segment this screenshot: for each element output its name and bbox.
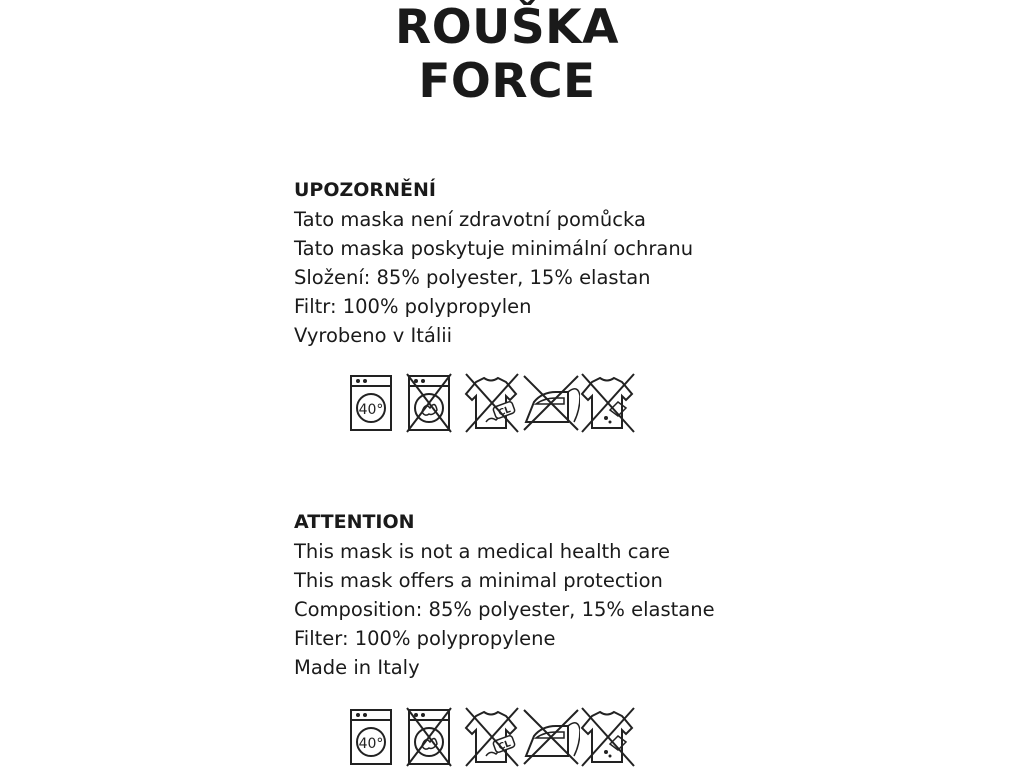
english-line: Made in Italy bbox=[294, 656, 420, 679]
english-heading: ATTENTION bbox=[294, 511, 415, 533]
do-not-bleach-icon bbox=[464, 370, 522, 434]
czech-line: Složení: 85% polyester, 15% elastan bbox=[294, 266, 651, 289]
do-not-dry-clean-icon bbox=[580, 704, 638, 768]
czech-notice bbox=[294, 176, 693, 350]
czech-line: Filtr: 100% polypropylen bbox=[294, 295, 532, 318]
do-not-tumble-dry-icon bbox=[406, 370, 464, 434]
care-symbols-row bbox=[348, 370, 638, 434]
product-title-line-2: FORCE bbox=[418, 54, 596, 109]
svg-text:40°: 40° bbox=[358, 402, 384, 418]
machine-wash-40-icon bbox=[348, 370, 406, 434]
czech-line: Vyrobeno v Itálii bbox=[294, 324, 453, 347]
do-not-tumble-dry-icon bbox=[406, 704, 464, 768]
machine-wash-40-icon bbox=[348, 704, 406, 768]
english-line: This mask is not a medical health care bbox=[294, 540, 670, 563]
english-line: This mask offers a minimal protection bbox=[294, 569, 663, 592]
svg-text:CL: CL bbox=[497, 405, 513, 419]
czech-heading: UPOZORNĚNÍ bbox=[294, 179, 436, 201]
english-notice bbox=[294, 508, 715, 682]
czech-line: Tato maska není zdravotní pomůcka bbox=[294, 208, 646, 231]
do-not-dry-clean-icon bbox=[580, 370, 638, 434]
care-symbols-row bbox=[348, 704, 638, 768]
svg-text:CL: CL bbox=[497, 739, 513, 753]
do-not-bleach-icon bbox=[464, 704, 522, 768]
do-not-iron-icon bbox=[522, 704, 580, 768]
english-line: Composition: 85% polyester, 15% elastane bbox=[294, 598, 715, 621]
product-title-line-1: ROUŠKA bbox=[395, 0, 619, 55]
svg-text:40°: 40° bbox=[358, 736, 384, 752]
czech-line: Tato maska poskytuje minimální ochranu bbox=[294, 237, 694, 260]
do-not-iron-icon bbox=[522, 370, 580, 434]
english-line: Filter: 100% polypropylene bbox=[294, 627, 556, 650]
